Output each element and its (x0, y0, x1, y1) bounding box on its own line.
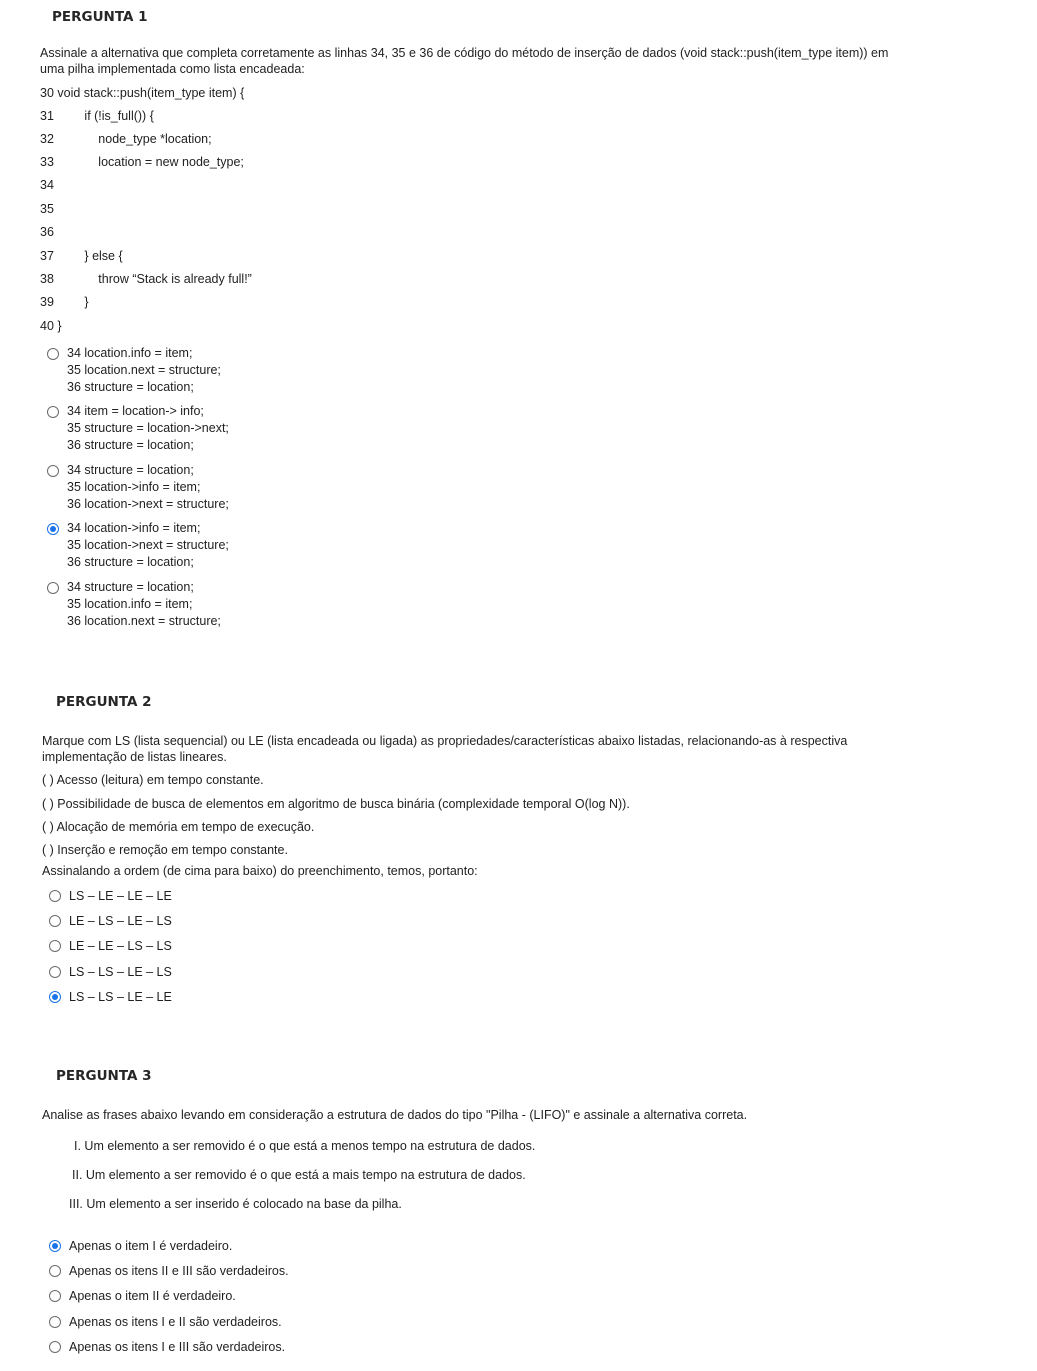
question-2-item: ( ) Inserção e remoção em tempo constante. (42, 843, 288, 857)
option-label[interactable] (67, 403, 229, 454)
question-3-title: PERGUNTA 3 (56, 1068, 152, 1084)
line-number: 31 (40, 109, 54, 123)
code-line-40: 40 } (40, 319, 62, 333)
line-number: 36 (40, 225, 54, 239)
option-label[interactable] (67, 462, 229, 513)
option-radio[interactable] (49, 991, 61, 1003)
line-number: 37 (40, 249, 54, 263)
question-3-statement: I. Um elemento a ser removido é o que está a menos tempo na estrutura de dados. (74, 1139, 536, 1153)
code-line (40, 154, 244, 170)
option-label[interactable] (67, 345, 221, 396)
code-line (40, 271, 252, 287)
option-label[interactable]: LE – LS – LE – LS (69, 914, 172, 928)
option-label[interactable]: Apenas os itens I e III são verdadeiros. (69, 1340, 286, 1354)
option-radio[interactable] (49, 1341, 61, 1353)
option-label[interactable]: Apenas o item I é verdadeiro. (69, 1239, 233, 1253)
code-text: node_type *location; (74, 132, 212, 146)
line-number: 32 (40, 132, 54, 146)
option-line: 35 location->next = structure; (67, 538, 229, 552)
question-2-prompt-line-2: implementação de listas lineares. (42, 750, 227, 764)
code-line (40, 224, 74, 240)
question-1-title: PERGUNTA 1 (52, 9, 148, 25)
question-3-statement: II. Um elemento a ser removido é o que está a mais tempo na estrutura de dados. (72, 1168, 526, 1182)
question-1-prompt-line-2: uma pilha implementada como lista encadeada: (40, 62, 305, 76)
option-radio[interactable] (49, 890, 61, 902)
option-line: 34 location->info = item; (67, 521, 201, 535)
line-number: 39 (40, 295, 54, 309)
option-radio[interactable] (49, 940, 61, 952)
option-radio[interactable] (49, 1265, 61, 1277)
option-line: 36 structure = location; (67, 380, 194, 394)
option-line: 34 structure = location; (67, 580, 194, 594)
question-2-item: ( ) Acesso (leitura) em tempo constante. (42, 773, 264, 787)
option-radio[interactable] (47, 406, 59, 418)
code-text: } else { (74, 249, 123, 263)
option-radio[interactable] (47, 465, 59, 477)
code-line (40, 201, 74, 217)
option-radio[interactable] (49, 1240, 61, 1252)
option-radio[interactable] (47, 348, 59, 360)
option-radio[interactable] (47, 582, 59, 594)
option-line: 35 structure = location->next; (67, 421, 229, 435)
code-line (40, 108, 154, 124)
option-label[interactable]: Apenas o item II é verdadeiro. (69, 1289, 236, 1303)
question-2-prompt-line-1: Marque com LS (lista sequencial) ou LE (lista encadeada ou ligada) as propriedades/características abaixo listadas, relacionando-as à respectiva (42, 734, 848, 748)
code-line (40, 248, 123, 264)
question-3-statement: III. Um elemento a ser inserido é colocado na base da pilha. (69, 1197, 402, 1211)
question-1-prompt-line-1: Assinale a alternativa que completa corretamente as linhas 34, 35 e 36 de código do método de inserção de dados (void stack::push(item_type item)) em (40, 46, 889, 60)
option-radio[interactable] (49, 966, 61, 978)
option-line: 34 structure = location; (67, 463, 194, 477)
code-line (40, 131, 212, 147)
option-radio[interactable] (49, 1316, 61, 1328)
line-number: 35 (40, 202, 54, 216)
option-label[interactable] (67, 520, 229, 571)
option-radio[interactable] (49, 1290, 61, 1302)
option-label[interactable]: LS – LS – LE – LS (69, 965, 172, 979)
code-text: if (!is_full()) { (74, 109, 154, 123)
option-line: 36 structure = location; (67, 555, 194, 569)
option-line: 34 location.info = item; (67, 346, 193, 360)
option-label[interactable]: LS – LS – LE – LE (69, 990, 172, 1004)
option-label[interactable]: Apenas os itens II e III são verdadeiros. (69, 1264, 289, 1278)
option-label[interactable]: Apenas os itens I e II são verdadeiros. (69, 1315, 282, 1329)
question-2-item: ( ) Alocação de memória em tempo de execução. (42, 820, 315, 834)
option-label[interactable]: LE – LE – LS – LS (69, 939, 172, 953)
code-line (40, 294, 89, 310)
question-2-item: ( ) Possibilidade de busca de elementos em algoritmo de busca binária (complexidade temporal O(log N)). (42, 797, 630, 811)
option-line: 36 structure = location; (67, 438, 194, 452)
line-number: 33 (40, 155, 54, 169)
option-radio[interactable] (47, 523, 59, 535)
option-label[interactable]: LS – LE – LE – LE (69, 889, 172, 903)
question-2-title: PERGUNTA 2 (56, 694, 152, 710)
question-3-prompt: Analise as frases abaixo levando em consideração a estrutura de dados do tipo "Pilha - (LIFO)" e assinale a alternativa correta. (42, 1108, 748, 1122)
option-line: 35 location.next = structure; (67, 363, 221, 377)
line-number: 34 (40, 178, 54, 192)
code-line (40, 177, 74, 193)
code-text: throw “Stack is already full!” (74, 272, 252, 286)
option-line: 35 location.info = item; (67, 597, 193, 611)
question-2-conclusion: Assinalando a ordem (de cima para baixo) do preenchimento, temos, portanto: (42, 864, 478, 878)
option-line: 36 location->next = structure; (67, 497, 229, 511)
option-label[interactable] (67, 579, 221, 630)
option-line: 35 location->info = item; (67, 480, 201, 494)
code-text: location = new node_type; (74, 155, 244, 169)
option-radio[interactable] (49, 915, 61, 927)
option-line: 34 item = location-> info; (67, 404, 204, 418)
option-line: 36 location.next = structure; (67, 614, 221, 628)
code-line-30: 30 void stack::push(item_type item) { (40, 86, 245, 100)
line-number: 38 (40, 272, 54, 286)
code-text: } (74, 295, 89, 309)
